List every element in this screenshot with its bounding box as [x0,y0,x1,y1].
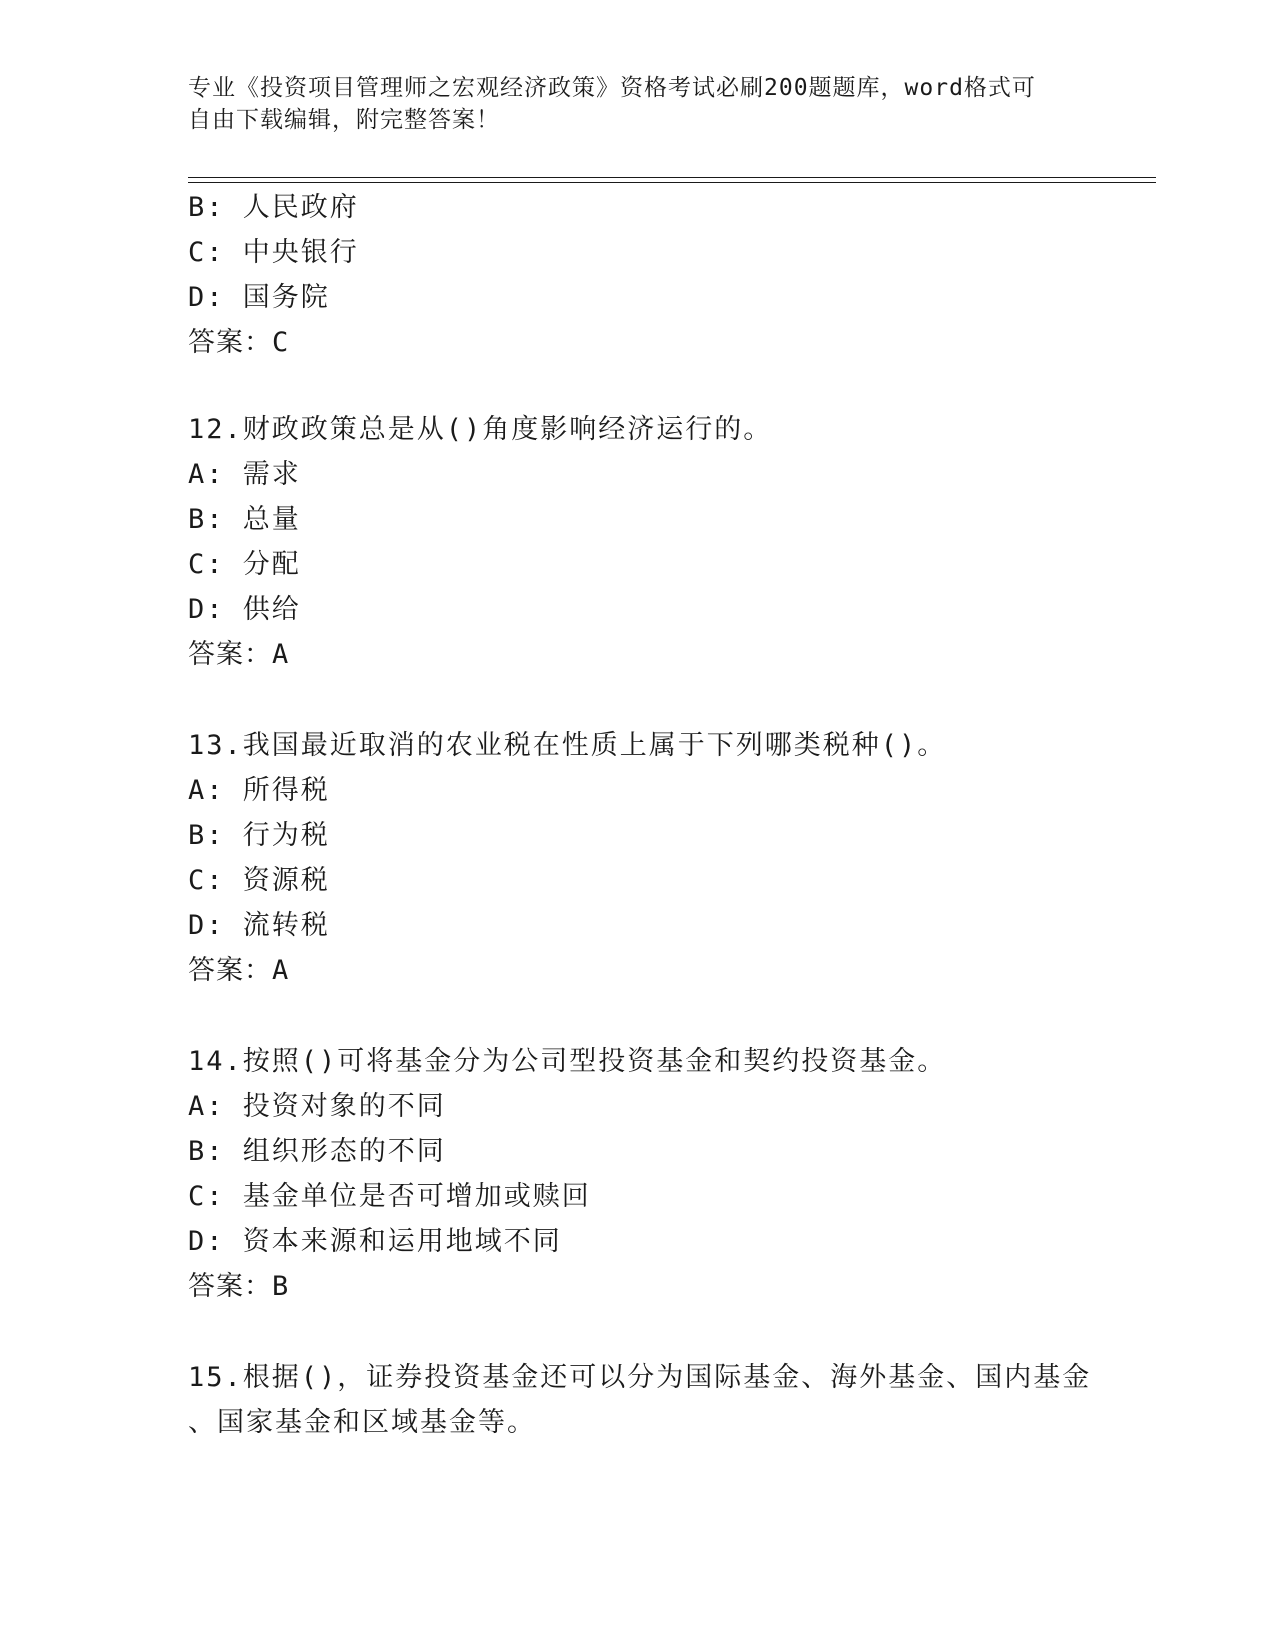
answer-line [188,325,289,361]
question-text-line-1: 15.根据()，证券投资基金还可以分为国际基金、海外基金、国内基金 [188,1362,1092,1393]
header-divider-bottom [188,182,1156,183]
header-divider-top [188,177,1156,178]
option-d: D: 供给 [188,594,301,625]
answer-label: 答案： [188,639,272,670]
option-c: C: 基金单位是否可增加或赎回 [188,1181,591,1212]
question-text: 13.我国最近取消的农业税在性质上属于下列哪类税种()。 [188,730,947,761]
question-text-line-2: 、国家基金和区域基金等。 [188,1407,536,1438]
header-line-1: 专业《投资项目管理师之宏观经济政策》资格考试必刷200题题库，word格式可 [188,75,1036,101]
answer-line [188,637,289,673]
option-b: B: 人民政府 [188,192,359,223]
answer-value: B [272,1271,290,1302]
option-c: C: 资源税 [188,865,330,896]
option-d: D: 资本来源和运用地域不同 [188,1226,562,1257]
option-c: C: 中央银行 [188,237,359,268]
option-b: B: 行为税 [188,820,330,851]
option-c: C: 分配 [188,549,301,580]
option-b: B: 组织形态的不同 [188,1136,446,1167]
answer-line [188,1269,289,1305]
question-text: 12.财政政策总是从()角度影响经济运行的。 [188,414,773,445]
answer-line [188,953,289,989]
option-a: A: 投资对象的不同 [188,1091,446,1122]
answer-value: C [272,327,290,358]
answer-label: 答案： [188,327,272,358]
option-d: D: 国务院 [188,282,330,313]
option-a: A: 所得税 [188,775,330,806]
answer-value: A [272,955,290,986]
option-a: A: 需求 [188,459,301,490]
option-b: B: 总量 [188,504,301,535]
answer-label: 答案： [188,1271,272,1302]
question-text: 14.按照()可将基金分为公司型投资基金和契约投资基金。 [188,1046,947,1077]
option-d: D: 流转税 [188,910,330,941]
document-header [188,72,1068,136]
header-line-2: 自由下载编辑，附完整答案！ [188,107,500,133]
answer-value: A [272,639,290,670]
answer-label: 答案： [188,955,272,986]
